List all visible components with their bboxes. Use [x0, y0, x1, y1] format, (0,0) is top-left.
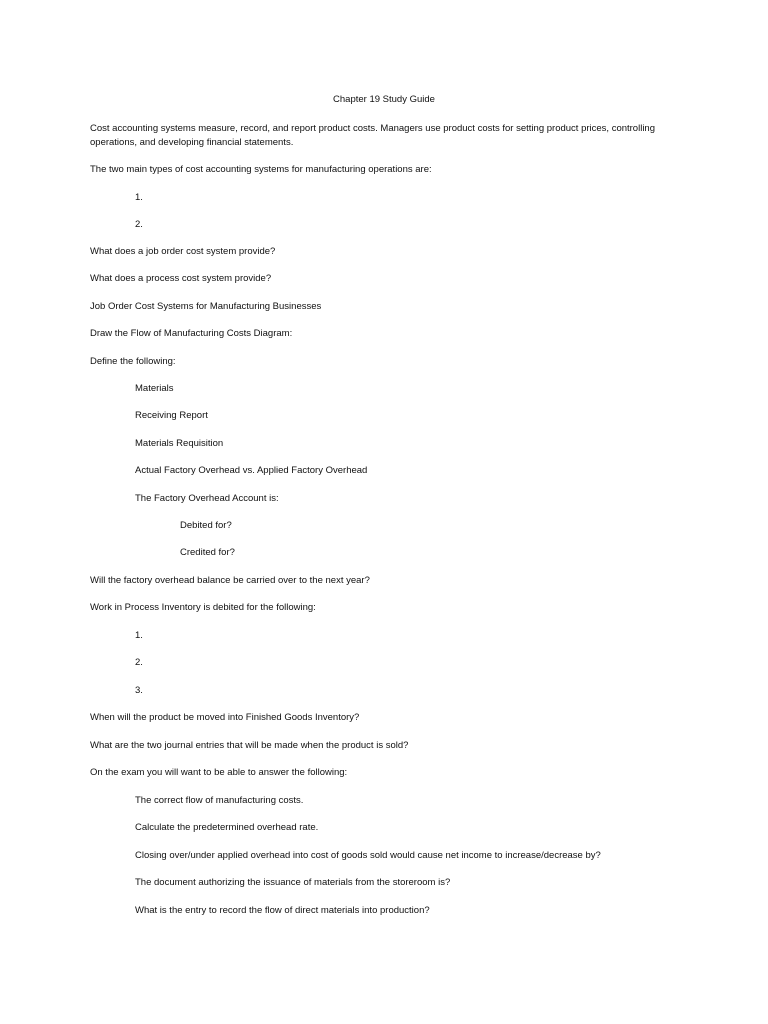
exam-item-authorizing-document: The document authorizing the issuance of materials from the storeroom is? [135, 877, 451, 888]
define-following-prompt: Define the following: [90, 356, 176, 367]
intro-line-1: Cost accounting systems measure, record, and report product costs. Managers use product costs for setting product prices, controlling [90, 123, 655, 134]
types-item-1: 1. [135, 192, 143, 203]
wip-item-2: 2. [135, 657, 143, 668]
question-wip-debited: Work in Process Inventory is debited for the following: [90, 602, 316, 613]
question-journal-entries: What are the two journal entries that will be made when the product is sold? [90, 740, 409, 751]
types-item-2: 2. [135, 219, 143, 230]
intro-line-2: operations, and developing financial statements. [90, 137, 294, 148]
overhead-debited: Debited for? [180, 520, 232, 531]
page-title: Chapter 19 Study Guide [333, 94, 435, 105]
question-carried-over: Will the factory overhead balance be carried over to the next year? [90, 575, 370, 586]
question-job-order: What does a job order cost system provide? [90, 246, 276, 257]
draw-flow-prompt: Draw the Flow of Manufacturing Costs Diagram: [90, 328, 293, 339]
exam-item-closing-overhead: Closing over/under applied overhead into cost of goods sold would cause net income to increase/decrease by? [135, 850, 601, 861]
wip-item-1: 1. [135, 630, 143, 641]
overhead-credited: Credited for? [180, 547, 235, 558]
exam-intro: On the exam you will want to be able to answer the following: [90, 767, 348, 778]
define-item-overhead-account: The Factory Overhead Account is: [135, 493, 279, 504]
define-item-receiving-report: Receiving Report [135, 410, 208, 421]
exam-item-overhead-rate: Calculate the predetermined overhead rate. [135, 822, 319, 833]
wip-item-3: 3. [135, 685, 143, 696]
question-two-main-types: The two main types of cost accounting systems for manufacturing operations are: [90, 164, 432, 175]
exam-item-direct-materials-entry: What is the entry to record the flow of direct materials into production? [135, 905, 430, 916]
exam-item-flow: The correct flow of manufacturing costs. [135, 795, 304, 806]
question-process-cost: What does a process cost system provide? [90, 273, 272, 284]
section-heading-job-order: Job Order Cost Systems for Manufacturing Businesses [90, 301, 322, 312]
define-item-materials-requisition: Materials Requisition [135, 438, 224, 449]
question-finished-goods: When will the product be moved into Finished Goods Inventory? [90, 712, 360, 723]
define-item-overhead-comparison: Actual Factory Overhead vs. Applied Factory Overhead [135, 465, 368, 476]
define-item-materials: Materials [135, 383, 174, 394]
